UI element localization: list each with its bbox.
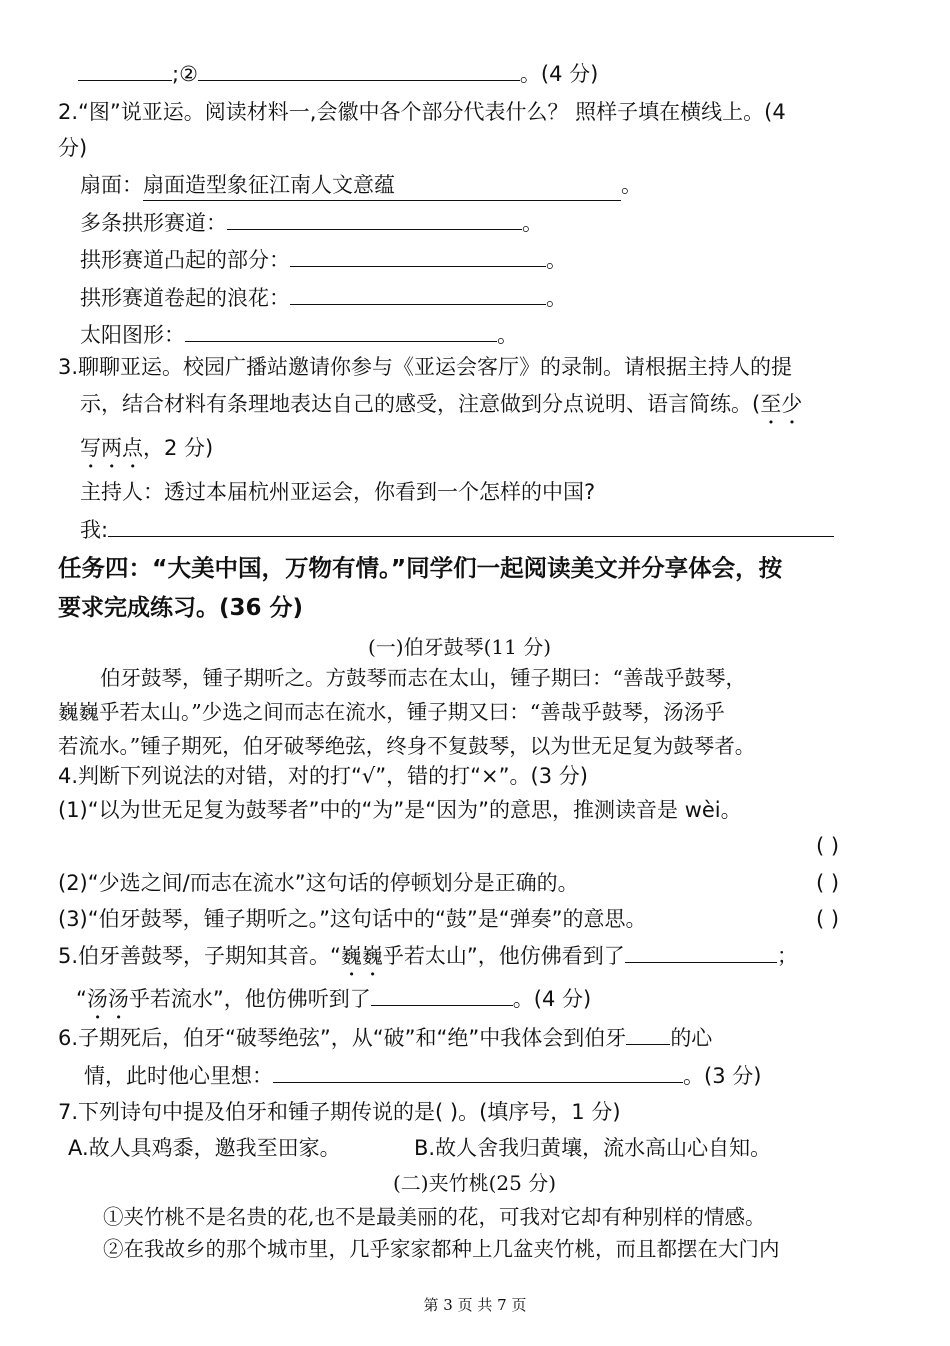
q2-blank[interactable]	[185, 319, 497, 342]
q7-stem: 7.下列诗句中提及伯牙和锺子期传说的是( )。(填序号，1 分)	[58, 1100, 621, 1124]
q2-item-end: 。	[546, 248, 567, 272]
q2-item-end: 。	[522, 211, 543, 235]
q3-line2-text: 示，结合材料有条理地表达自己的感受，注意做到分点说明、语言简练。(	[80, 392, 761, 416]
passage1-line: 伯牙鼓琴，锺子期听之。方鼓琴而志在太山，锺子期曰：“善哉乎鼓琴，	[100, 666, 746, 690]
q2-item-end: 。	[546, 286, 567, 310]
q6-text: 6.子期死后，伯牙“破琴绝弦”，从“破”和“绝”中我体会到伯牙	[58, 1026, 627, 1050]
passage2-paragraph-1: ①夹竹桃不是名贵的花,也不是最美丽的花，可我对它却有种别样的情感。	[103, 1205, 766, 1229]
q3-stem-line3	[80, 433, 213, 473]
q5-emphasis: 巍巍	[340, 944, 383, 968]
q2-blank[interactable]	[290, 282, 546, 305]
q2-example	[80, 170, 642, 201]
q2-example-label: 扇面：	[80, 173, 143, 197]
q6-score: 。(3 分)	[683, 1064, 762, 1088]
q3-stem-line2	[80, 389, 802, 429]
q2-example-end: 。	[621, 173, 642, 197]
q4-item: (2)“少选之间/而志在流水”这句话的停顿划分是正确的。	[58, 871, 579, 895]
q6-line1	[58, 1022, 712, 1053]
q5-text: 乎若太山”，他仿佛看到了	[382, 944, 625, 968]
q2-item	[80, 207, 543, 238]
q1-separator: ;②	[172, 62, 198, 86]
q5-line1	[58, 940, 798, 981]
q5-blank-1[interactable]	[625, 940, 777, 963]
q7-option-a: A.故人具鸡黍，邀我至田家。	[68, 1136, 341, 1160]
q2-blank[interactable]	[227, 207, 522, 230]
task4-heading-line1: 任务四：“大美中国，万物有情。”同学们一起阅读美文并分享体会，按	[58, 554, 783, 582]
q3-answer-blank[interactable]	[108, 514, 834, 537]
q3-host: 主持人：透过本届杭州亚运会，你看到一个怎样的中国?	[80, 480, 596, 504]
q3-emphasis: 写两点	[80, 436, 143, 460]
q1-blank-1[interactable]	[78, 58, 172, 81]
q5-text: 乎若流水”，他仿佛听到了	[128, 987, 371, 1011]
q2-item-end: 。	[497, 323, 518, 347]
q2-item	[80, 319, 518, 350]
q6-text: 情，此时他心里想：	[84, 1064, 273, 1088]
q6-text: 的心	[670, 1026, 713, 1050]
task4-heading-line2: 要求完成练习。(36 分)	[58, 595, 304, 621]
q2-stem-line2: 分)	[58, 136, 88, 160]
q6-line2	[84, 1060, 761, 1091]
q7-option-b: B.故人舍我归黄壤，流水高山心自知。	[414, 1136, 772, 1160]
passage1-line: 若流水。”锺子期死，伯牙破琴绝弦，终身不复鼓琴，以为世无足复为鼓琴者。	[58, 734, 756, 758]
passage1-line: 巍巍乎若太山。”少选之间而志在流水，锺子期又曰：“善哉乎鼓琴，汤汤乎	[58, 700, 725, 724]
page-footer: 第 3 页 共 7 页	[423, 1296, 527, 1314]
q2-item	[80, 244, 567, 275]
q2-item-label: 拱形赛道卷起的浪花：	[80, 286, 290, 310]
q1-score: 。(4 分)	[519, 62, 599, 86]
passage1-title: (一)伯牙鼓琴(11 分)	[368, 635, 552, 659]
passage2-paragraph-2: ②在我故乡的那个城市里，几乎家家都种上几盆夹竹桃，而且都摆在大门内	[103, 1237, 780, 1261]
q5-text: 5.伯牙善鼓琴，子期知其音。“	[58, 944, 341, 968]
q3-score: ，2 分)	[143, 436, 214, 460]
q1-blank-2[interactable]	[198, 58, 520, 81]
q2-item	[80, 282, 567, 313]
q3-me-label: 我:	[80, 518, 109, 542]
q5-emphasis: 汤汤	[86, 987, 129, 1011]
q4-item: (1)“以为世无足复为鼓琴者”中的“为”是“因为”的意思，推测读音是 wèi。	[58, 798, 742, 822]
q2-item-label: 拱形赛道凸起的部分：	[80, 248, 290, 272]
q3-emphasis: 至少	[760, 392, 803, 416]
q2-stem-line1: 2.“图”说亚运。阅读材料一,会徽中各个部分代表什么？ 照样子填在横线上。(4	[58, 100, 786, 124]
passage2-title: (二)夹竹桃(25 分)	[393, 1171, 557, 1195]
q6-blank-2[interactable]	[273, 1060, 683, 1083]
q5-end: ；	[776, 944, 798, 968]
q3-me	[80, 514, 834, 545]
q4-item: (3)“伯牙鼓琴，锺子期听之。”这句话中的“鼓”是“弹奏”的意思。	[58, 907, 647, 931]
q2-item-label: 太阳图形：	[80, 323, 185, 347]
q2-example-answer: 扇面造型象征江南人文意蕴	[143, 170, 621, 201]
q1-answer-line	[78, 58, 598, 89]
q4-answer-paren[interactable]: ( )	[816, 834, 840, 858]
q5-text: “	[76, 987, 87, 1011]
q5-score: 。(4 分)	[512, 987, 592, 1011]
q4-stem: 4.判断下列说法的对错，对的打“√”，错的打“×”。(3 分)	[58, 764, 588, 788]
q6-blank-1[interactable]	[626, 1022, 670, 1045]
q4-answer-paren[interactable]: ( )	[816, 907, 840, 931]
q4-answer-paren[interactable]: ( )	[816, 871, 840, 895]
q5-blank-2[interactable]	[371, 983, 513, 1006]
q3-stem-line1: 3.聊聊亚运。校园广播站邀请你参与《亚运会客厅》的录制。请根据主持人的提	[58, 355, 793, 379]
q2-blank[interactable]	[290, 244, 546, 267]
q5-line2	[76, 983, 591, 1024]
q2-item-label: 多条拱形赛道：	[80, 211, 227, 235]
